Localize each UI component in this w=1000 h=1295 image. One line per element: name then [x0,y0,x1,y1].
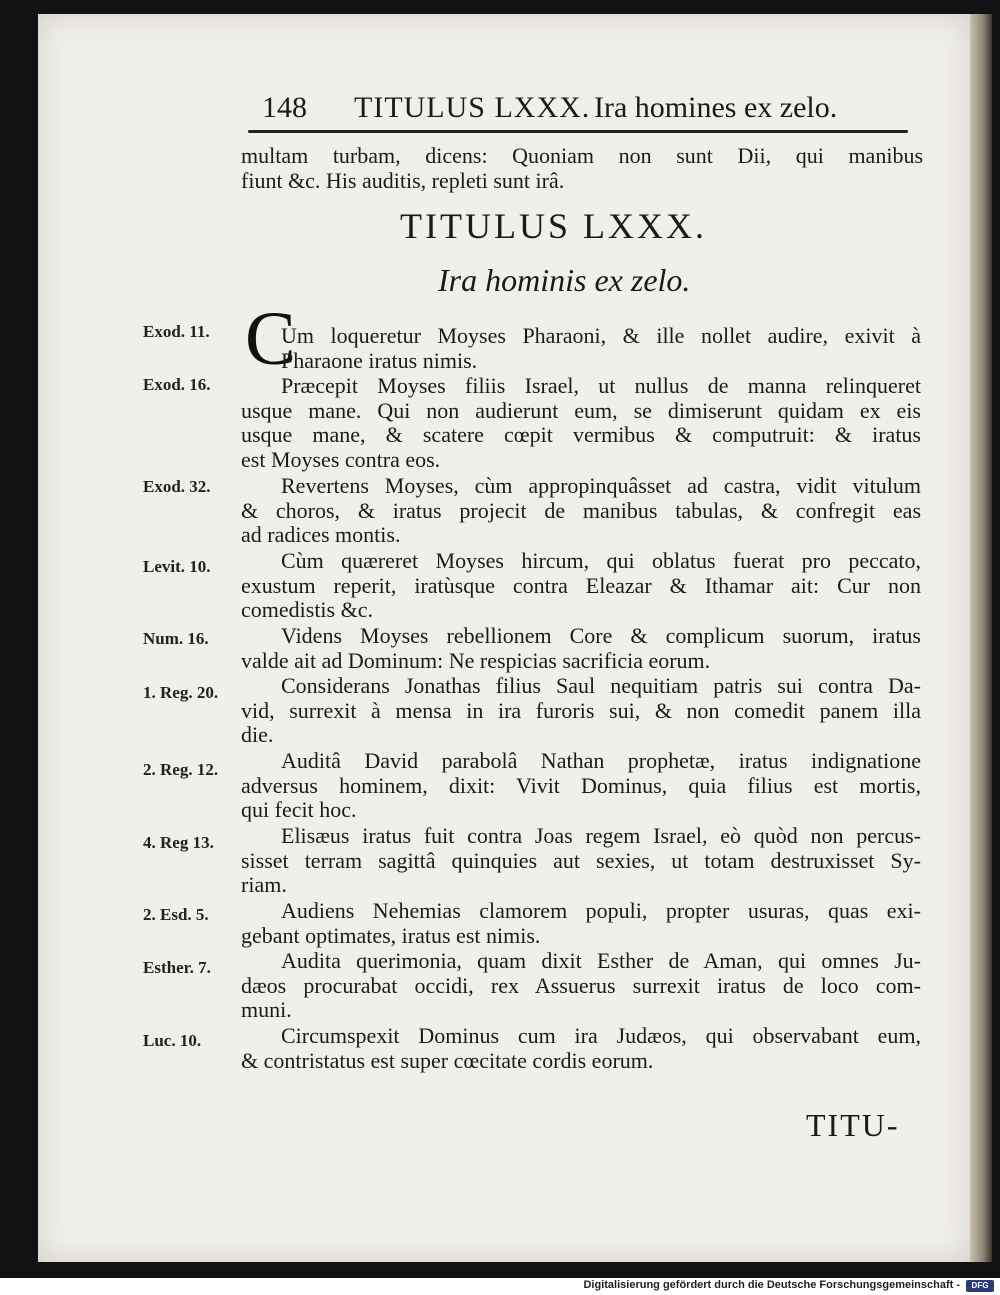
margin-reference: Exod. 11. [143,322,210,341]
entry-paragraph [241,949,921,1023]
margin-reference: 4. Reg 13. [143,833,214,852]
text-line: comedistis &c. [241,597,373,623]
text-line: ad radices montis. [241,522,401,548]
text-line: Revertens Moyses, cùm appropinquâsset ad castra, vidit vitulum [281,473,921,498]
footer-credit: Digitalisierung gefördert durch die Deutsche Forschungsgemeinschaft - [583,1279,960,1291]
dfg-logo: DFG [966,1280,994,1292]
entry-paragraph [241,324,921,373]
catchword: TITU- [806,1107,900,1143]
text-line: Audiens Nehemias clamorem populi, propter usuras, quas exi- [281,898,921,923]
text-line: riam. [241,872,287,898]
text-line: vid, surrexit à mensa in ira furoris sui, & non comedit panem illa [241,697,921,723]
text-line: Videns Moyses rebellionem Core & complicum suorum, iratus [281,623,921,648]
margin-reference: 2. Reg. 12. [143,760,219,779]
entry-paragraph [241,374,921,472]
text-line: & choros, & iratus projecit de manibus tabulas, & confregit eas [241,497,921,523]
margin-reference: 1. Reg. 20. [143,683,219,702]
text-line: Pharaone iratus nimis. [281,347,478,373]
text-line: gebant optimates, iratus est nimis. [241,922,541,948]
text-line: valde ait ad Dominum: Ne respicias sacrificia eorum. [241,647,711,673]
text-line: Circumspexit Dominus cum ira Judæos, qui observabant eum, [281,1023,921,1048]
text-line: exustum reperit, iratùsque contra Eleazar & Ithamar ait: Cur non [241,572,921,598]
footer-bar [0,1278,1000,1295]
page-edge [970,14,992,1262]
text-line: usque mane. Qui non audierunt eum, se dimiserunt quidam ex eis [241,397,921,423]
entry-paragraph [241,1024,921,1073]
drop-cap: C [245,297,296,381]
text-line: & contristatus est super cœcitate cordis eorum. [241,1047,654,1073]
header-title: TITULUS LXXX. [354,91,591,124]
entry-paragraph [241,749,921,823]
text-line: adversus hominem, dixit: Vivit Dominus, quia filius est mortis, [241,772,921,798]
continuation-text [241,144,923,193]
section-heading: TITULUS LXXX. [400,206,707,246]
margin-reference: Levit. 10. [143,557,211,576]
running-head: Ira homines ex zelo. [594,91,838,124]
entry-paragraph [241,674,921,748]
entry-paragraph [241,474,921,548]
text-line: Audita querimonia, quam dixit Esther de Aman, qui omnes Ju- [281,948,921,973]
text-line: muni. [241,997,292,1023]
header-rule [248,130,908,133]
text-line: usque mane, & scatere cœpit vermibus & computruit: & iratus [241,422,921,448]
entry-paragraph [241,624,921,673]
margin-reference: Luc. 10. [143,1031,202,1050]
margin-reference: Esther. 7. [143,958,211,977]
text-line: Auditâ David parabolâ Nathan prophetæ, iratus indignatione [281,748,921,773]
text-line: die. [241,722,274,748]
entry-paragraph [241,549,921,623]
text-line: multam turbam, dicens: Quoniam non sunt Dii, qui manibus [241,143,923,168]
text-line: Considerans Jonathas filius Saul nequitiam patris sui contra Da- [281,673,921,698]
entry-paragraph [241,899,921,948]
page-number: 148 [262,91,307,124]
text-line: Cùm quæreret Moyses hircum, qui oblatus fuerat pro peccato, [281,548,921,573]
margin-reference: Exod. 32. [143,477,211,496]
text-line: qui fecit hoc. [241,797,357,823]
page-header [222,78,862,126]
text-line: sisset terram sagittâ quinquies aut sexies, ut totam destruxisset Sy- [241,847,921,873]
margin-reference: Exod. 16. [143,375,211,394]
text-line: Elisæus iratus fuit contra Joas regem Israel, eò quòd non percus- [281,823,921,848]
text-line: Præcepit Moyses filiis Israel, ut nullus de manna relinqueret [281,373,921,398]
text-line: Um loqueretur Moyses Pharaoni, & ille nollet audire, exivit à [281,323,921,348]
section-subheading: Ira hominis ex zelo. [438,262,691,298]
margin-reference: Num. 16. [143,629,209,648]
text-line: dæos procurabat occidi, rex Assuerus surrexit iratus de loco com- [241,972,921,998]
entry-paragraph [241,824,921,898]
margin-reference: 2. Esd. 5. [143,905,209,924]
text-line: fiunt &c. His auditis, repleti sunt irâ. [241,167,565,193]
text-line: est Moyses contra eos. [241,446,441,472]
